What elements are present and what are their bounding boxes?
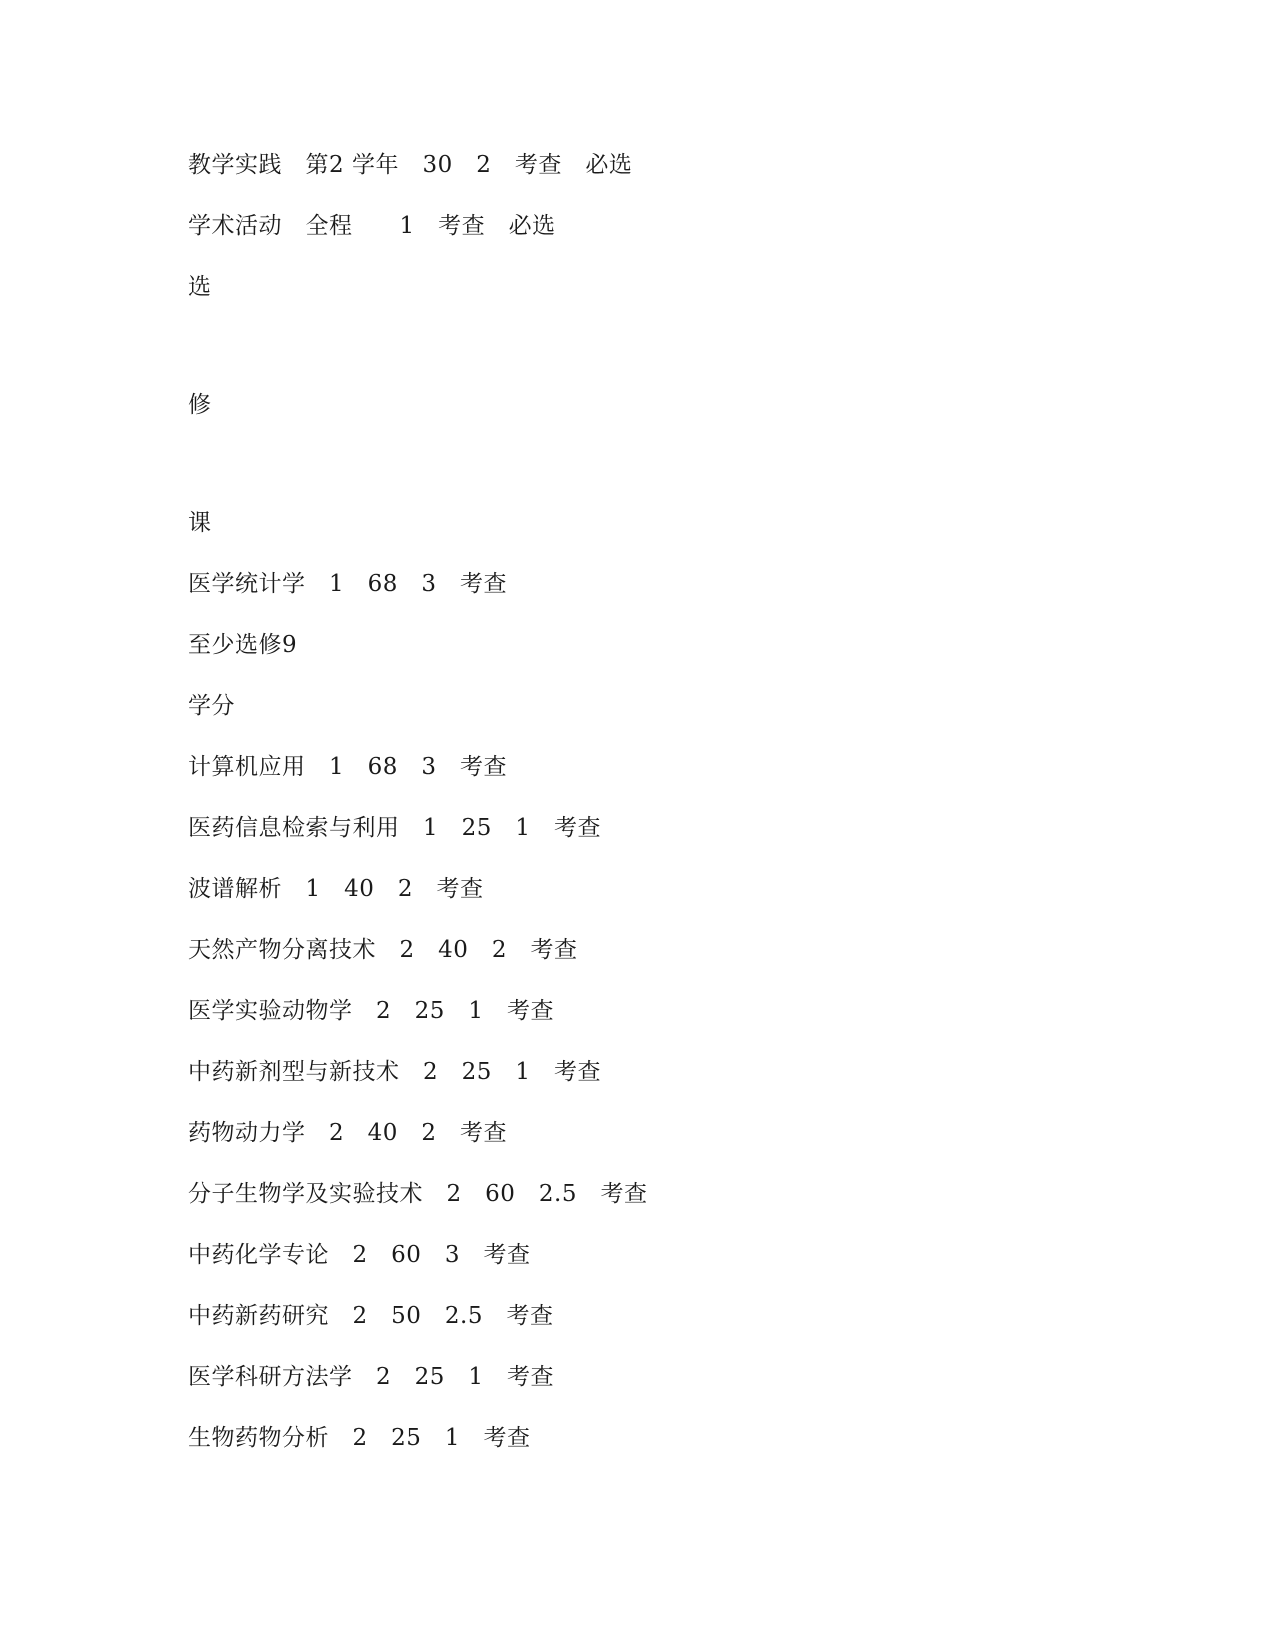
course-line-academic-activity: 学术活动 全程 1 考查 必选 xyxy=(188,213,556,239)
category-label-char-2: 修 xyxy=(188,392,212,418)
course-line-tcm-new-drug: 中药新药研究 2 50 2.5 考查 xyxy=(188,1303,554,1329)
course-line-computer-application: 计算机应用 1 68 3 考查 xyxy=(188,754,508,780)
category-label-char-3: 课 xyxy=(188,510,212,536)
course-line-biopharmaceutical-analysis: 生物药物分析 2 25 1 考查 xyxy=(188,1425,531,1451)
course-line-spectral-analysis: 波谱解析 1 40 2 考查 xyxy=(188,876,484,902)
course-line-pharmacokinetics: 药物动力学 2 40 2 考查 xyxy=(188,1120,508,1146)
course-line-tcm-chemistry: 中药化学专论 2 60 3 考查 xyxy=(188,1242,531,1268)
course-line-new-dosage-forms: 中药新剂型与新技术 2 25 1 考查 xyxy=(188,1059,602,1085)
course-line-medical-statistics: 医学统计学 1 68 3 考查 xyxy=(188,571,508,597)
course-line-molecular-biology: 分子生物学及实验技术 2 60 2.5 考查 xyxy=(188,1181,648,1207)
course-line-research-methods: 医学科研方法学 2 25 1 考查 xyxy=(188,1364,555,1390)
elective-requirement-line-2: 学分 xyxy=(188,693,235,719)
course-line-natural-product-separation: 天然产物分离技术 2 40 2 考查 xyxy=(188,937,578,963)
category-label-char-1: 选 xyxy=(188,274,212,300)
course-line-teaching-practice: 教学实践 第2 学年 30 2 考查 必选 xyxy=(188,152,633,178)
course-line-lab-animal: 医学实验动物学 2 25 1 考查 xyxy=(188,998,555,1024)
elective-requirement-line-1: 至少选修9 xyxy=(188,632,298,658)
course-line-info-retrieval: 医药信息检索与利用 1 25 1 考查 xyxy=(188,815,602,841)
